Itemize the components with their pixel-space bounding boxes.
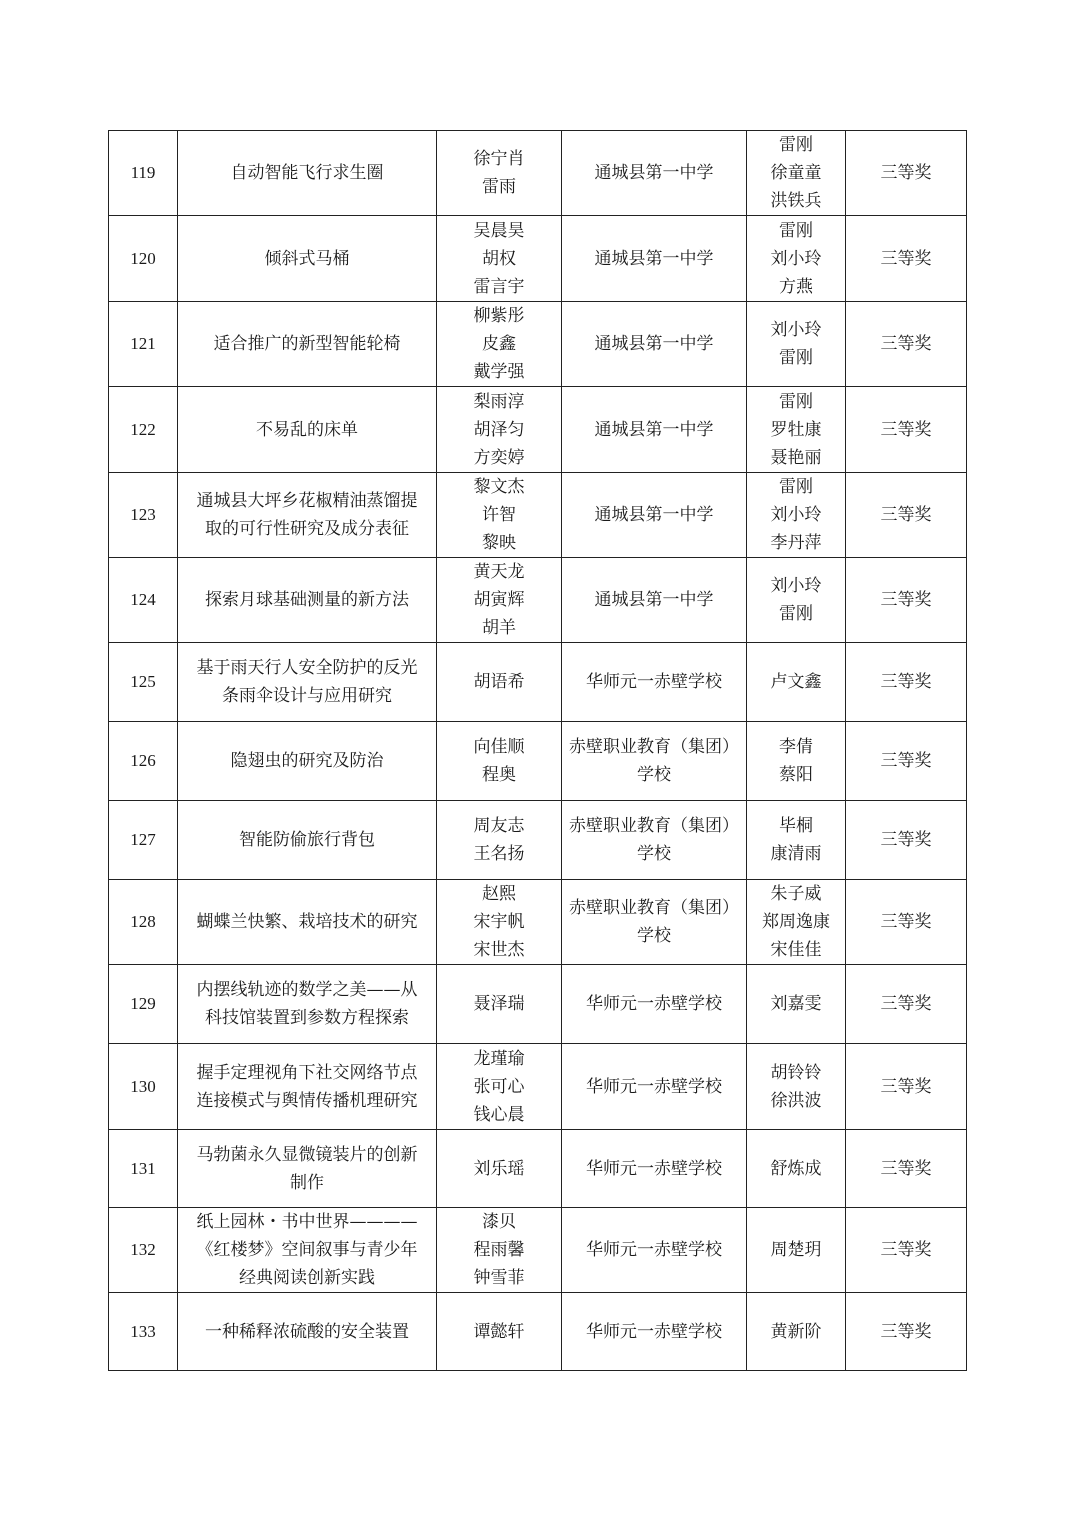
teachers-cell [747,1044,846,1130]
students-line: 钟雪菲 [473,1268,525,1288]
students-cell [437,801,562,880]
teachers-line: 康清雨 [770,844,822,864]
students-line: 漆贝 [482,1212,516,1232]
students-line: 程奥 [482,765,516,785]
project-title-cell [178,801,437,880]
number-cell: 128 [109,880,178,965]
school-line: 赤壁职业教育（集团） [569,816,739,836]
teachers-line: 周楚玥 [770,1240,822,1260]
school-line: 学校 [637,765,671,785]
school-line: 华师元一赤壁学校 [586,1158,722,1179]
number-cell: 129 [109,965,178,1044]
teachers-line: 刘小玲 [770,320,822,340]
project-title-line: 基于雨天行人安全防护的反光 [196,658,418,678]
teachers-cell [747,387,846,473]
school-line: 通城县第一中学 [594,163,714,183]
project-title-cell [178,1293,437,1371]
school-cell [562,558,747,643]
teachers-cell [747,880,846,965]
students-cell [437,302,562,387]
school-line: 华师元一赤壁学校 [586,994,722,1014]
school-cell [562,473,747,558]
students-line: 胡语希 [473,672,525,692]
school-cell [562,131,747,216]
award-cell: 三等奖 [846,965,967,1044]
school-cell [562,387,747,473]
students-line: 徐宁肖 [473,149,525,169]
number-cell: 125 [109,643,178,722]
students-line: 梨雨淳 [473,391,525,412]
teachers-line: 雷刚 [779,604,813,624]
students-line: 程雨馨 [473,1240,525,1260]
students-line: 许智 [482,505,516,525]
school-line: 华师元一赤壁学校 [586,1240,722,1260]
school-cell [562,880,747,965]
students-cell [437,1130,562,1208]
number-cell: 123 [109,473,178,558]
teachers-line: 卢文鑫 [770,672,822,692]
students-line: 周友志 [473,816,525,836]
school-line: 华师元一赤壁学校 [586,1076,722,1097]
students-line: 胡寅辉 [473,590,525,610]
students-line: 戴学强 [473,362,525,382]
students-cell [437,1044,562,1130]
students-cell [437,965,562,1044]
school-line: 通城县第一中学 [594,505,714,525]
teachers-cell [747,558,846,643]
project-title-line: 马勃菌永久显微镜装片的创新 [196,1144,418,1165]
award-cell: 三等奖 [846,722,967,801]
teachers-line: 雷刚 [779,135,813,155]
students-line: 宋世杰 [473,940,525,960]
number-cell: 120 [109,216,178,302]
students-line: 黎映 [482,533,516,553]
students-line: 向佳顺 [473,737,525,757]
project-title-cell [178,302,437,387]
students-line: 王名扬 [473,844,525,864]
number-cell: 126 [109,722,178,801]
table-row [109,302,967,387]
table-row [109,1130,967,1208]
number-cell: 133 [109,1293,178,1371]
teachers-line: 雷刚 [779,348,813,368]
school-line: 华师元一赤壁学校 [586,672,722,692]
award-cell: 三等奖 [846,801,967,880]
students-cell [437,131,562,216]
school-line: 华师元一赤壁学校 [586,1321,722,1342]
award-cell: 三等奖 [846,387,967,473]
teachers-line: 蔡阳 [779,765,813,785]
school-line: 通城县第一中学 [594,590,714,610]
teachers-line: 刘小玲 [770,576,822,596]
award-cell: 三等奖 [846,1208,967,1293]
teachers-line: 雷刚 [779,477,813,497]
table-row [109,131,967,216]
teachers-cell [747,473,846,558]
students-line: 龙瑾瑜 [473,1048,525,1069]
students-line: 聂泽瑞 [473,994,525,1014]
project-title-line: 探索月球基础测量的新方法 [205,590,409,610]
students-line: 胡权 [482,248,516,269]
students-line: 黎文杰 [473,477,525,497]
project-title-line: 蝴蝶兰快繁、栽培技术的研究 [196,912,418,932]
school-cell [562,216,747,302]
project-title-cell [178,722,437,801]
teachers-line: 徐童童 [770,163,822,183]
project-title-line: 纸上园林・书中世界———— [196,1212,418,1232]
teachers-line: 舒炼成 [770,1158,822,1179]
school-cell [562,302,747,387]
teachers-cell [747,643,846,722]
project-title-line: 连接模式与舆情传播机理研究 [196,1090,418,1111]
students-line: 雷雨 [482,177,516,197]
project-title-cell [178,131,437,216]
project-title-line: 适合推广的新型智能轮椅 [213,334,401,354]
teachers-cell [747,1293,846,1371]
project-title-line: 通城县大坪乡花椒精油蒸馏提 [196,491,418,511]
teachers-line: 胡铃铃 [770,1062,822,1083]
school-cell [562,1208,747,1293]
table-row [109,1208,967,1293]
teachers-cell [747,302,846,387]
school-line: 通城县第一中学 [594,419,714,440]
students-cell [437,643,562,722]
teachers-line: 聂艳丽 [770,447,822,468]
teachers-cell [747,1130,846,1208]
students-cell [437,1208,562,1293]
school-cell [562,722,747,801]
teachers-cell [747,965,846,1044]
number-cell: 132 [109,1208,178,1293]
teachers-line: 朱子威 [770,884,822,904]
award-cell: 三等奖 [846,880,967,965]
teachers-cell [747,216,846,302]
number-cell: 130 [109,1044,178,1130]
number-cell: 131 [109,1130,178,1208]
teachers-line: 方燕 [779,276,813,297]
school-cell [562,801,747,880]
project-title-line: 倾斜式马桶 [264,248,350,269]
students-line: 柳紫彤 [473,306,525,326]
school-cell [562,643,747,722]
award-cell: 三等奖 [846,643,967,722]
award-cell: 三等奖 [846,1293,967,1371]
teachers-line: 李倩 [779,737,813,757]
project-title-cell [178,558,437,643]
students-line: 张可心 [473,1076,525,1097]
teachers-line: 刘嘉雯 [770,994,822,1014]
number-cell: 119 [109,131,178,216]
project-title-cell [178,216,437,302]
project-title-cell [178,643,437,722]
table-row [109,387,967,473]
teachers-cell [747,1208,846,1293]
table-row [109,880,967,965]
project-title-line: 《红楼梦》空间叙事与青少年 [196,1240,418,1260]
school-cell [562,1130,747,1208]
students-line: 胡羊 [482,618,516,638]
students-line: 皮鑫 [482,334,516,354]
teachers-line: 郑周逸康 [762,912,830,932]
project-title-line: 一种稀释浓硫酸的安全装置 [205,1321,409,1342]
school-line: 通城县第一中学 [594,248,714,269]
school-cell [562,1044,747,1130]
teachers-line: 洪铁兵 [770,191,822,211]
project-title-cell [178,965,437,1044]
students-line: 吴晨昊 [473,220,525,241]
students-line: 雷言宇 [473,276,525,297]
students-cell [437,1293,562,1371]
table-row [109,558,967,643]
project-title-line: 智能防偷旅行背包 [239,830,375,850]
table-body [109,131,967,1371]
school-line: 学校 [637,844,671,864]
students-line: 方奕婷 [473,447,525,468]
award-cell: 三等奖 [846,216,967,302]
award-cell: 三等奖 [846,1130,967,1208]
table-row [109,1293,967,1371]
project-title-line: 内摆线轨迹的数学之美——从 [196,980,418,1000]
project-title-line: 经典阅读创新实践 [239,1268,375,1288]
students-cell [437,722,562,801]
students-line: 刘乐瑶 [473,1158,525,1179]
teachers-cell [747,801,846,880]
number-cell: 121 [109,302,178,387]
table-row [109,473,967,558]
teachers-line: 宋佳佳 [770,940,822,960]
teachers-line: 雷刚 [779,391,813,412]
number-cell: 124 [109,558,178,643]
project-title-line: 制作 [290,1172,324,1193]
number-cell: 127 [109,801,178,880]
students-line: 黄天龙 [473,562,525,582]
students-line: 宋宇帆 [473,912,525,932]
teachers-line: 黄新阶 [770,1321,822,1342]
teachers-line: 刘小玲 [770,505,822,525]
project-title-line: 科技馆装置到参数方程探索 [205,1008,409,1028]
award-table [108,130,967,1371]
table-row [109,1044,967,1130]
students-cell [437,387,562,473]
project-title-line: 握手定理视角下社交网络节点 [196,1062,418,1083]
project-title-cell [178,880,437,965]
students-line: 谭懿轩 [473,1321,525,1342]
teachers-line: 罗牡康 [770,419,822,440]
project-title-line: 取的可行性研究及成分表征 [205,519,409,539]
project-title-cell [178,387,437,473]
school-line: 赤壁职业教育（集团） [569,737,739,757]
project-title-cell [178,1130,437,1208]
project-title-line: 不易乱的床单 [256,419,358,440]
table-row [109,722,967,801]
teachers-line: 徐洪波 [770,1090,822,1111]
award-cell: 三等奖 [846,473,967,558]
table-row [109,643,967,722]
students-line: 胡泽匀 [473,419,525,440]
project-title-cell [178,1208,437,1293]
teachers-cell [747,131,846,216]
students-cell [437,473,562,558]
school-line: 通城县第一中学 [594,334,714,354]
teachers-cell [747,722,846,801]
table-row [109,801,967,880]
number-cell: 122 [109,387,178,473]
students-cell [437,880,562,965]
award-cell: 三等奖 [846,558,967,643]
project-title-line: 隐翅虫的研究及防治 [230,751,384,771]
teachers-line: 雷刚 [779,220,813,241]
school-cell [562,1293,747,1371]
project-title-line: 自动智能飞行求生圈 [230,163,384,183]
students-cell [437,558,562,643]
project-title-line: 条雨伞设计与应用研究 [222,686,392,706]
school-cell [562,965,747,1044]
award-cell: 三等奖 [846,302,967,387]
students-line: 赵熙 [482,884,516,904]
teachers-line: 刘小玲 [770,248,822,269]
students-cell [437,216,562,302]
school-line: 学校 [637,926,671,946]
award-cell: 三等奖 [846,131,967,216]
project-title-cell [178,1044,437,1130]
project-title-cell [178,473,437,558]
teachers-line: 李丹萍 [770,533,822,553]
table-row [109,965,967,1044]
students-line: 钱心晨 [473,1104,525,1125]
school-line: 赤壁职业教育（集团） [569,898,739,918]
table-row [109,216,967,302]
teachers-line: 毕桐 [779,816,813,836]
award-cell: 三等奖 [846,1044,967,1130]
